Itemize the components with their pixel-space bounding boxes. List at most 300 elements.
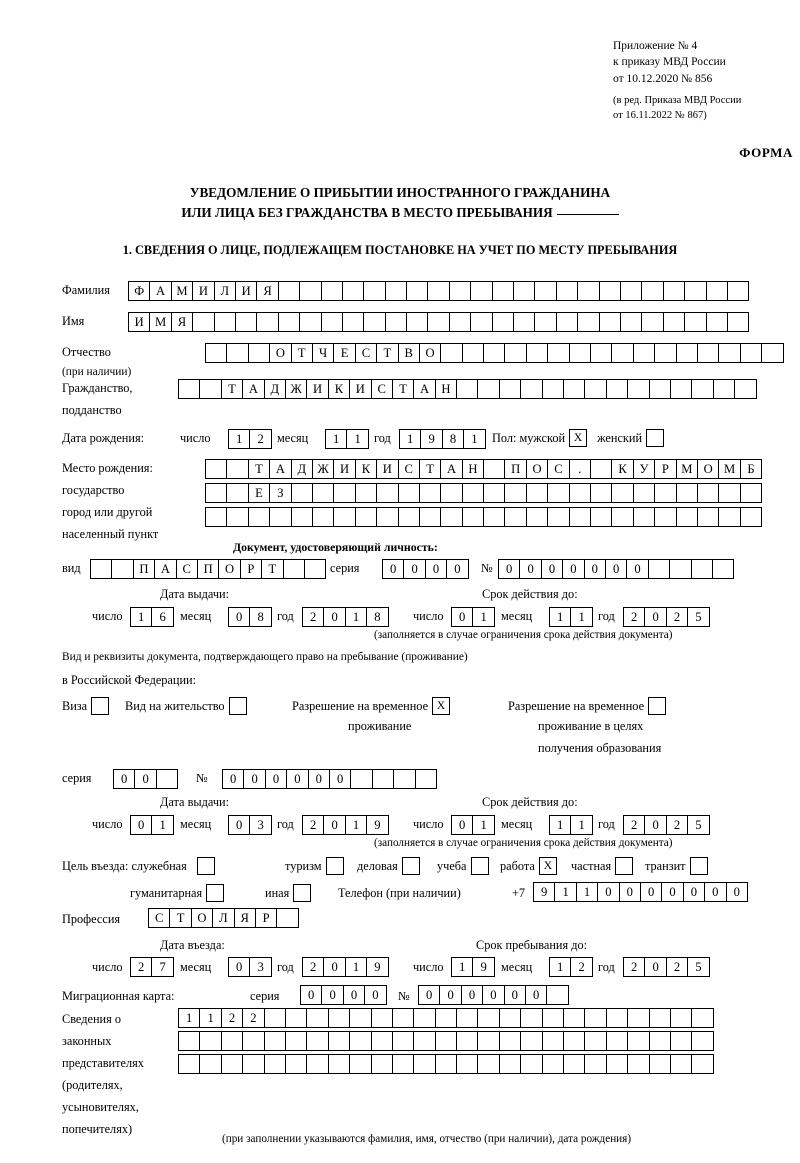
char-cell[interactable]: [547, 507, 569, 527]
char-cell[interactable]: [563, 1054, 585, 1074]
char-cell[interactable]: [627, 379, 649, 399]
char-cell[interactable]: [349, 1031, 371, 1051]
char-cell[interactable]: 0: [446, 559, 468, 579]
char-cell[interactable]: [456, 1031, 478, 1051]
char-cell[interactable]: [584, 1031, 606, 1051]
char-cell[interactable]: [477, 1031, 499, 1051]
char-cell[interactable]: [328, 1008, 350, 1028]
char-cell[interactable]: 0: [498, 559, 520, 579]
char-cell[interactable]: [627, 1031, 649, 1051]
char-cell[interactable]: 0: [597, 882, 619, 902]
char-cell[interactable]: 1: [345, 815, 367, 835]
char-cell[interactable]: [633, 483, 655, 503]
char-cell[interactable]: 6: [151, 607, 173, 627]
char-cell[interactable]: [214, 312, 236, 332]
char-cell[interactable]: 8: [249, 607, 271, 627]
char-cell[interactable]: [649, 1031, 671, 1051]
char-cell[interactable]: [477, 1054, 499, 1074]
char-cell[interactable]: [406, 281, 428, 301]
char-cell[interactable]: [440, 507, 462, 527]
doc-series-input[interactable]: [382, 559, 469, 579]
char-cell[interactable]: [398, 483, 420, 503]
stay-year-input[interactable]: [623, 957, 710, 977]
char-cell[interactable]: 0: [113, 769, 135, 789]
citizenship-input[interactable]: [178, 379, 757, 399]
permit-valid-year-input[interactable]: [623, 815, 710, 835]
char-cell[interactable]: Ж: [312, 459, 334, 479]
char-cell[interactable]: [577, 312, 599, 332]
char-cell[interactable]: [306, 1054, 328, 1074]
char-cell[interactable]: Д: [264, 379, 286, 399]
char-cell[interactable]: [235, 312, 257, 332]
char-cell[interactable]: 0: [640, 882, 662, 902]
stay-day-input[interactable]: [451, 957, 495, 977]
birth-day-input[interactable]: [228, 429, 272, 449]
char-cell[interactable]: [427, 281, 449, 301]
mig-number-input[interactable]: [418, 985, 569, 1005]
char-cell[interactable]: [563, 1031, 585, 1051]
char-cell[interactable]: [649, 1054, 671, 1074]
char-cell[interactable]: [520, 1054, 542, 1074]
char-cell[interactable]: 0: [683, 882, 705, 902]
char-cell[interactable]: 0: [626, 559, 648, 579]
phone-input[interactable]: [533, 882, 748, 902]
char-cell[interactable]: Я: [234, 908, 256, 928]
entry-year-input[interactable]: [302, 957, 389, 977]
char-cell[interactable]: 0: [619, 882, 641, 902]
char-cell[interactable]: 0: [418, 985, 440, 1005]
char-cell[interactable]: [499, 1054, 521, 1074]
char-cell[interactable]: 8: [366, 607, 388, 627]
char-cell[interactable]: 9: [472, 957, 494, 977]
char-cell[interactable]: 1: [576, 882, 598, 902]
char-cell[interactable]: [178, 1054, 200, 1074]
char-cell[interactable]: [192, 312, 214, 332]
char-cell[interactable]: [740, 507, 762, 527]
char-cell[interactable]: 5: [687, 607, 709, 627]
char-cell[interactable]: С: [355, 343, 377, 363]
char-cell[interactable]: [226, 343, 248, 363]
purpose-work-checkbox[interactable]: X: [539, 857, 557, 875]
char-cell[interactable]: Е: [333, 343, 355, 363]
char-cell[interactable]: .: [569, 459, 591, 479]
char-cell[interactable]: [90, 559, 112, 579]
char-cell[interactable]: 0: [439, 985, 461, 1005]
char-cell[interactable]: [449, 312, 471, 332]
char-cell[interactable]: [611, 343, 633, 363]
char-cell[interactable]: 0: [482, 985, 504, 1005]
entry-month-input[interactable]: [228, 957, 272, 977]
char-cell[interactable]: 1: [399, 429, 421, 449]
char-cell[interactable]: Р: [654, 459, 676, 479]
char-cell[interactable]: [534, 312, 556, 332]
char-cell[interactable]: [606, 1031, 628, 1051]
permit-valid-day-input[interactable]: [451, 815, 495, 835]
char-cell[interactable]: [226, 507, 248, 527]
char-cell[interactable]: И: [349, 379, 371, 399]
visa-checkbox[interactable]: [91, 697, 109, 715]
birth-year-input[interactable]: [399, 429, 486, 449]
valid-day-input[interactable]: [451, 607, 495, 627]
char-cell[interactable]: [697, 343, 719, 363]
char-cell[interactable]: Т: [419, 459, 441, 479]
char-cell[interactable]: К: [328, 379, 350, 399]
char-cell[interactable]: Т: [248, 459, 270, 479]
char-cell[interactable]: [734, 379, 756, 399]
sex-female-checkbox[interactable]: [646, 429, 664, 447]
purpose-tourism-checkbox[interactable]: [326, 857, 344, 875]
char-cell[interactable]: [542, 1031, 564, 1051]
char-cell[interactable]: 2: [623, 815, 645, 835]
char-cell[interactable]: [312, 483, 334, 503]
char-cell[interactable]: [306, 1031, 328, 1051]
char-cell[interactable]: [712, 559, 734, 579]
char-cell[interactable]: [740, 483, 762, 503]
char-cell[interactable]: 1: [549, 607, 571, 627]
char-cell[interactable]: 0: [562, 559, 584, 579]
char-cell[interactable]: [663, 312, 685, 332]
char-cell[interactable]: [221, 1031, 243, 1051]
temp-residence-checkbox[interactable]: X: [432, 697, 450, 715]
stay-month-input[interactable]: [549, 957, 593, 977]
char-cell[interactable]: 0: [286, 769, 308, 789]
char-cell[interactable]: [627, 1054, 649, 1074]
char-cell[interactable]: [242, 1054, 264, 1074]
char-cell[interactable]: [697, 507, 719, 527]
char-cell[interactable]: [569, 507, 591, 527]
char-cell[interactable]: 0: [403, 559, 425, 579]
char-cell[interactable]: [456, 1054, 478, 1074]
char-cell[interactable]: [415, 769, 437, 789]
char-cell[interactable]: 1: [345, 607, 367, 627]
char-cell[interactable]: 1: [451, 957, 473, 977]
char-cell[interactable]: Т: [221, 379, 243, 399]
char-cell[interactable]: 0: [134, 769, 156, 789]
char-cell[interactable]: [611, 483, 633, 503]
char-cell[interactable]: [321, 312, 343, 332]
char-cell[interactable]: [363, 281, 385, 301]
char-cell[interactable]: [691, 1008, 713, 1028]
char-cell[interactable]: [376, 507, 398, 527]
char-cell[interactable]: [684, 281, 706, 301]
char-cell[interactable]: 1: [463, 429, 485, 449]
char-cell[interactable]: [462, 507, 484, 527]
char-cell[interactable]: [462, 483, 484, 503]
char-cell[interactable]: 0: [644, 957, 666, 977]
char-cell[interactable]: [611, 507, 633, 527]
char-cell[interactable]: [761, 343, 783, 363]
char-cell[interactable]: 2: [302, 957, 324, 977]
char-cell[interactable]: 0: [704, 882, 726, 902]
char-cell[interactable]: П: [133, 559, 155, 579]
char-cell[interactable]: [542, 379, 564, 399]
char-cell[interactable]: [584, 1054, 606, 1074]
char-cell[interactable]: [199, 1031, 221, 1051]
char-cell[interactable]: 1: [554, 882, 576, 902]
char-cell[interactable]: [641, 281, 663, 301]
char-cell[interactable]: А: [269, 459, 291, 479]
char-cell[interactable]: [520, 1008, 542, 1028]
char-cell[interactable]: 0: [425, 559, 447, 579]
char-cell[interactable]: [691, 1031, 713, 1051]
birth-place-state-input[interactable]: [205, 459, 762, 479]
char-cell[interactable]: Я: [256, 281, 278, 301]
char-cell[interactable]: 1: [346, 429, 368, 449]
char-cell[interactable]: 0: [382, 559, 404, 579]
char-cell[interactable]: [199, 1054, 221, 1074]
char-cell[interactable]: П: [504, 459, 526, 479]
char-cell[interactable]: 0: [228, 815, 250, 835]
char-cell[interactable]: [542, 1054, 564, 1074]
permit-issue-day-input[interactable]: [130, 815, 174, 835]
char-cell[interactable]: 0: [584, 559, 606, 579]
char-cell[interactable]: 2: [623, 957, 645, 977]
sex-male-checkbox[interactable]: X: [569, 429, 587, 447]
char-cell[interactable]: И: [192, 281, 214, 301]
char-cell[interactable]: [440, 483, 462, 503]
char-cell[interactable]: Е: [248, 483, 270, 503]
char-cell[interactable]: [291, 483, 313, 503]
char-cell[interactable]: 0: [222, 769, 244, 789]
char-cell[interactable]: [456, 1008, 478, 1028]
char-cell[interactable]: 2: [302, 607, 324, 627]
char-cell[interactable]: [684, 312, 706, 332]
char-cell[interactable]: [349, 1008, 371, 1028]
char-cell[interactable]: С: [398, 459, 420, 479]
char-cell[interactable]: 2: [302, 815, 324, 835]
char-cell[interactable]: 8: [442, 429, 464, 449]
birth-place-city-input-row2[interactable]: [205, 507, 762, 527]
char-cell[interactable]: 1: [472, 607, 494, 627]
char-cell[interactable]: [513, 312, 535, 332]
char-cell[interactable]: [264, 1054, 286, 1074]
char-cell[interactable]: [492, 281, 514, 301]
purpose-study-checkbox[interactable]: [471, 857, 489, 875]
char-cell[interactable]: [256, 312, 278, 332]
char-cell[interactable]: [599, 281, 621, 301]
char-cell[interactable]: [504, 483, 526, 503]
char-cell[interactable]: [691, 1054, 713, 1074]
char-cell[interactable]: [321, 281, 343, 301]
char-cell[interactable]: К: [355, 459, 377, 479]
permit-valid-month-input[interactable]: [549, 815, 593, 835]
char-cell[interactable]: Т: [261, 559, 283, 579]
char-cell[interactable]: 0: [451, 815, 473, 835]
char-cell[interactable]: [627, 1008, 649, 1028]
char-cell[interactable]: Л: [214, 281, 236, 301]
char-cell[interactable]: 7: [151, 957, 173, 977]
char-cell[interactable]: [328, 1054, 350, 1074]
char-cell[interactable]: 0: [364, 985, 386, 1005]
char-cell[interactable]: [740, 343, 762, 363]
char-cell[interactable]: [526, 507, 548, 527]
char-cell[interactable]: [363, 312, 385, 332]
char-cell[interactable]: [606, 1008, 628, 1028]
char-cell[interactable]: [590, 483, 612, 503]
char-cell[interactable]: [492, 312, 514, 332]
char-cell[interactable]: [285, 1054, 307, 1074]
char-cell[interactable]: [419, 507, 441, 527]
char-cell[interactable]: [371, 1008, 393, 1028]
char-cell[interactable]: [355, 483, 377, 503]
char-cell[interactable]: [563, 1008, 585, 1028]
char-cell[interactable]: [641, 312, 663, 332]
issue-day-input[interactable]: [130, 607, 174, 627]
char-cell[interactable]: [577, 281, 599, 301]
purpose-service-checkbox[interactable]: [197, 857, 215, 875]
char-cell[interactable]: 1: [130, 607, 152, 627]
char-cell[interactable]: [654, 343, 676, 363]
edu-residence-checkbox[interactable]: [648, 697, 666, 715]
char-cell[interactable]: [706, 312, 728, 332]
char-cell[interactable]: У: [633, 459, 655, 479]
char-cell[interactable]: 0: [265, 769, 287, 789]
char-cell[interactable]: [278, 281, 300, 301]
issue-year-input[interactable]: [302, 607, 389, 627]
valid-year-input[interactable]: [623, 607, 710, 627]
char-cell[interactable]: 0: [451, 607, 473, 627]
char-cell[interactable]: [248, 507, 270, 527]
char-cell[interactable]: 0: [726, 882, 748, 902]
char-cell[interactable]: [226, 459, 248, 479]
permit-issue-year-input[interactable]: [302, 815, 389, 835]
permit-issue-month-input[interactable]: [228, 815, 272, 835]
char-cell[interactable]: [542, 1008, 564, 1028]
char-cell[interactable]: [299, 281, 321, 301]
char-cell[interactable]: 0: [343, 985, 365, 1005]
char-cell[interactable]: 1: [570, 607, 592, 627]
char-cell[interactable]: [413, 1008, 435, 1028]
char-cell[interactable]: [328, 1031, 350, 1051]
char-cell[interactable]: 2: [666, 607, 688, 627]
char-cell[interactable]: [648, 559, 670, 579]
purpose-business-checkbox[interactable]: [402, 857, 420, 875]
char-cell[interactable]: 0: [644, 607, 666, 627]
char-cell[interactable]: [691, 559, 713, 579]
char-cell[interactable]: [483, 343, 505, 363]
char-cell[interactable]: [199, 379, 221, 399]
char-cell[interactable]: З: [269, 483, 291, 503]
char-cell[interactable]: [342, 312, 364, 332]
char-cell[interactable]: 1: [570, 815, 592, 835]
char-cell[interactable]: Н: [462, 459, 484, 479]
char-cell[interactable]: 0: [323, 607, 345, 627]
char-cell[interactable]: М: [676, 459, 698, 479]
legal-rep-input-row1[interactable]: [178, 1008, 714, 1028]
char-cell[interactable]: [569, 343, 591, 363]
char-cell[interactable]: [392, 1008, 414, 1028]
purpose-transit-checkbox[interactable]: [690, 857, 708, 875]
birth-month-input[interactable]: [325, 429, 369, 449]
char-cell[interactable]: [285, 1031, 307, 1051]
char-cell[interactable]: О: [218, 559, 240, 579]
char-cell[interactable]: Р: [255, 908, 277, 928]
issue-month-input[interactable]: [228, 607, 272, 627]
char-cell[interactable]: 0: [329, 769, 351, 789]
char-cell[interactable]: [205, 507, 227, 527]
purpose-private-checkbox[interactable]: [615, 857, 633, 875]
char-cell[interactable]: 5: [687, 957, 709, 977]
char-cell[interactable]: [342, 281, 364, 301]
char-cell[interactable]: 0: [228, 607, 250, 627]
char-cell[interactable]: [584, 1008, 606, 1028]
char-cell[interactable]: 1: [549, 815, 571, 835]
char-cell[interactable]: [654, 507, 676, 527]
profession-input[interactable]: [148, 908, 299, 928]
char-cell[interactable]: [670, 379, 692, 399]
char-cell[interactable]: [620, 281, 642, 301]
char-cell[interactable]: [520, 379, 542, 399]
char-cell[interactable]: 2: [221, 1008, 243, 1028]
char-cell[interactable]: [477, 1008, 499, 1028]
char-cell[interactable]: 2: [666, 957, 688, 977]
char-cell[interactable]: [385, 281, 407, 301]
char-cell[interactable]: 0: [228, 957, 250, 977]
char-cell[interactable]: П: [197, 559, 219, 579]
char-cell[interactable]: Т: [291, 343, 313, 363]
char-cell[interactable]: [556, 281, 578, 301]
char-cell[interactable]: [483, 507, 505, 527]
char-cell[interactable]: [676, 483, 698, 503]
char-cell[interactable]: [278, 312, 300, 332]
char-cell[interactable]: [398, 507, 420, 527]
mig-series-input[interactable]: [300, 985, 387, 1005]
char-cell[interactable]: И: [306, 379, 328, 399]
char-cell[interactable]: 0: [321, 985, 343, 1005]
char-cell[interactable]: [713, 379, 735, 399]
char-cell[interactable]: [590, 343, 612, 363]
char-cell[interactable]: 1: [151, 815, 173, 835]
char-cell[interactable]: [449, 281, 471, 301]
char-cell[interactable]: [649, 379, 671, 399]
char-cell[interactable]: Я: [171, 312, 193, 332]
char-cell[interactable]: Т: [376, 343, 398, 363]
char-cell[interactable]: [406, 312, 428, 332]
char-cell[interactable]: [718, 507, 740, 527]
char-cell[interactable]: [435, 1008, 457, 1028]
char-cell[interactable]: [504, 507, 526, 527]
char-cell[interactable]: [178, 1031, 200, 1051]
char-cell[interactable]: 1: [228, 429, 250, 449]
char-cell[interactable]: [590, 459, 612, 479]
char-cell[interactable]: О: [269, 343, 291, 363]
char-cell[interactable]: [504, 343, 526, 363]
char-cell[interactable]: [654, 483, 676, 503]
char-cell[interactable]: [111, 559, 133, 579]
char-cell[interactable]: 0: [504, 985, 526, 1005]
char-cell[interactable]: [242, 1031, 264, 1051]
char-cell[interactable]: [520, 1031, 542, 1051]
char-cell[interactable]: 0: [644, 815, 666, 835]
valid-month-input[interactable]: [549, 607, 593, 627]
char-cell[interactable]: [483, 483, 505, 503]
name-input[interactable]: [128, 312, 749, 332]
char-cell[interactable]: Т: [169, 908, 191, 928]
char-cell[interactable]: [599, 312, 621, 332]
char-cell[interactable]: [226, 483, 248, 503]
char-cell[interactable]: [156, 769, 178, 789]
char-cell[interactable]: [349, 1054, 371, 1074]
char-cell[interactable]: [569, 483, 591, 503]
char-cell[interactable]: [435, 1054, 457, 1074]
char-cell[interactable]: [372, 769, 394, 789]
char-cell[interactable]: [590, 507, 612, 527]
char-cell[interactable]: [371, 1054, 393, 1074]
char-cell[interactable]: [427, 312, 449, 332]
char-cell[interactable]: В: [398, 343, 420, 363]
char-cell[interactable]: [205, 459, 227, 479]
char-cell[interactable]: [526, 483, 548, 503]
